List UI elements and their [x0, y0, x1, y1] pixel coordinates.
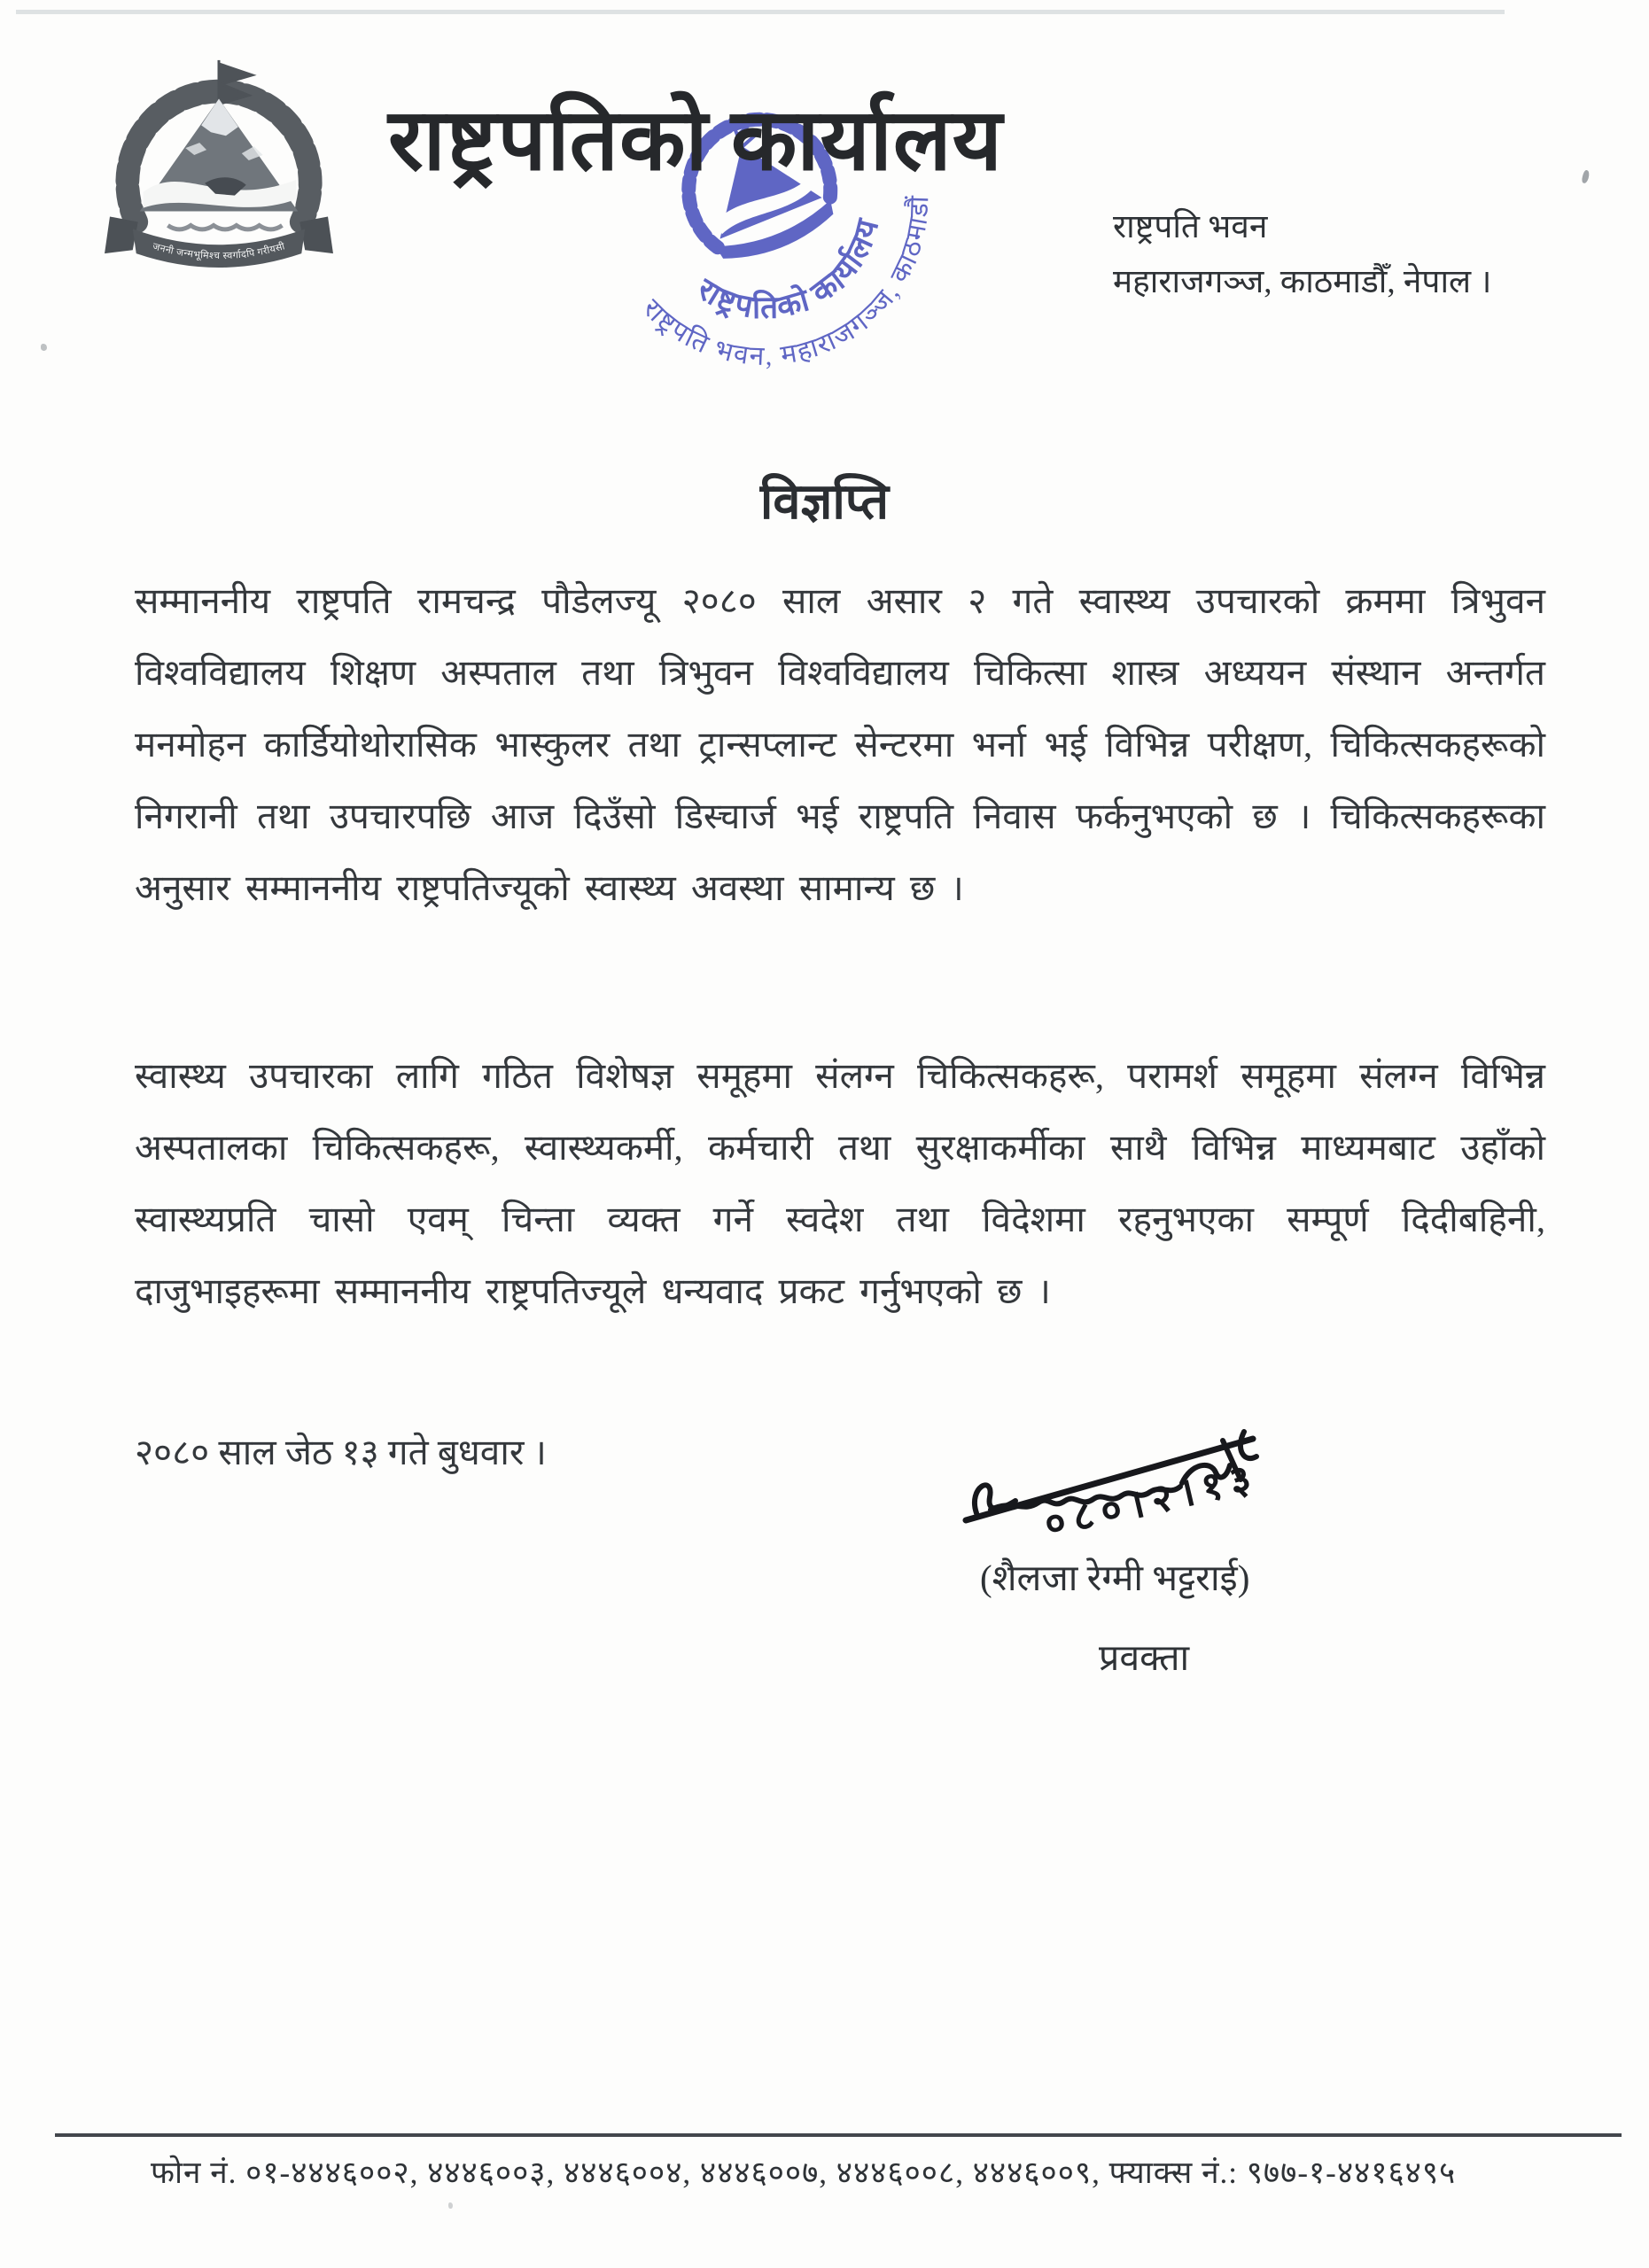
- address-line-2: महाराजगञ्ज, काठमाडौँ, नेपाल ।: [1113, 264, 1492, 300]
- address-line-1: राष्ट्रपति भवन: [1113, 209, 1268, 245]
- nepal-coat-of-arms-logo: [87, 50, 351, 271]
- scan-speck: [448, 2202, 453, 2209]
- stamp-outer-text: राष्ट्रपति भवन, महाराजगञ्ज, काठमाडौं: [636, 193, 935, 371]
- letterhead-address: [1113, 200, 1491, 310]
- scan-speck: [1581, 169, 1591, 183]
- office-title: राष्ट्रपतिको कार्यालय: [388, 93, 1003, 188]
- body-paragraph-2: स्वास्थ्य उपचारका लागि गठित विशेषज्ञ समूहमा संलग्न चिकित्सकहरू, परामर्श समूहमा संलग्न विभिन्न अस्पतालका चिकित्सकहरू, स्वास्थ्यकर्मी, कर्मचारी तथा सुरक्षाकर्मीका साथै विभिन्न माध्यमबाट उहाँको स्वास्थ्यप्रति चासो एवम् चिन्ता व्यक्त गर्ने स्वदेश तथा विदेशमा रहनुभएका सम्पूर्ण दिदीबहिनी, दाजुभाइहरूमा सम्माननीय राष्ट्रपतिज्यूले धन्यवाद प्रकट गर्नुभएको छ ।: [135, 1056, 1545, 1311]
- scan-speck: [41, 344, 47, 351]
- scan-artifact-strip: [16, 10, 1505, 14]
- signature-handwritten-date: ०८०।२।१३: [1039, 1454, 1264, 1548]
- date-line: २०८० साल जेठ १३ गते बुधवार ।: [135, 1433, 547, 1472]
- press-release-heading: विज्ञप्ति: [759, 475, 890, 530]
- footer-divider: [55, 2133, 1622, 2137]
- body-paragraph-1: सम्माननीय राष्ट्रपति रामचन्द्र पौडेलज्यू २०८० साल असार २ गते स्वास्थ्य उपचारको क्रममा त्रिभुवन विश्वविद्यालय शिक्षण अस्पताल तथा त्रिभुवन विश्वविद्यालय चिकित्सा शास्त्र अध्ययन संस्थान अन्तर्गत मनमोहन कार्डियोथोरासिक भास्कुलर तथा ट्रान्सप्लान्ट सेन्टरमा भर्ना भई विभिन्न परीक्षण, चिकित्सकहरूको निगरानी तथा उपचारपछि आज दिउँसो डिस्चार्ज भई राष्ट्रपति निवास फर्कनुभएको छ । चिकित्सकहरूका अनुसार सम्माननीय राष्ट्रपतिज्यूको स्वास्थ्य अवस्था सामान्य छ ।: [135, 581, 1545, 908]
- footer-contact-info: फोन नं. ०१-४४४६००२, ४४४६००३, ४४४६००४, ४४४६००७, ४४४६००८, ४४४६००९, फ्याक्स नं.: ९७७-१-४४१६४९५: [151, 2155, 1457, 2190]
- signatory-designation: प्रवक्ता: [1099, 1637, 1190, 1678]
- motto-text: जननी जन्मभूमिश्च स्वर्गादपि गरीयसी: [151, 241, 287, 262]
- stamp-inner-text: राष्ट्रपतिको कार्यालय: [691, 214, 886, 325]
- signature-handwriting: [959, 1425, 1264, 1535]
- water-lines: [167, 225, 282, 229]
- signatory-name: (शैलजा रेग्मी भट्टराई): [980, 1557, 1250, 1598]
